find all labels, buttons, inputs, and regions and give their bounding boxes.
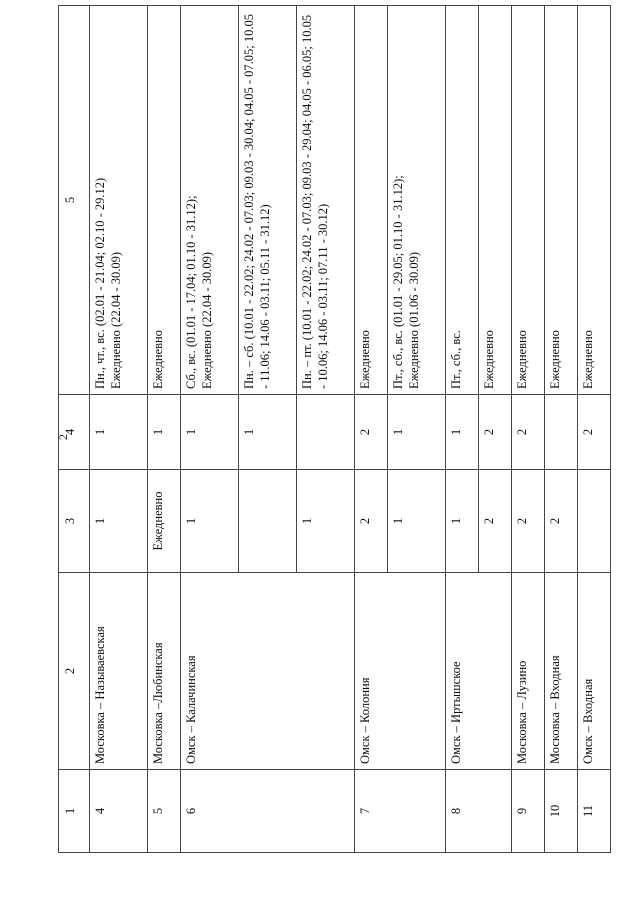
table-row xyxy=(90,6,148,853)
row-number: 9 xyxy=(512,770,545,853)
col4-cell: 1 xyxy=(148,395,181,470)
header-col-3: 3 xyxy=(59,470,90,573)
route-cell: Московка – Входная xyxy=(545,573,578,770)
header-col-5: 5 xyxy=(59,6,90,395)
col4-cell: 2 xyxy=(355,395,388,470)
route-cell: Московка – Называевская xyxy=(90,573,148,770)
col3-cell: 1 xyxy=(297,470,355,573)
col4-cell xyxy=(545,395,578,470)
schedule-cell: Пн., чт., вс. (02.01 - 21.04; 02.10 - 29.12) Ежедневно (22.04 - 30.09) xyxy=(90,6,148,395)
col4-cell xyxy=(297,395,355,470)
col3-cell xyxy=(578,470,611,573)
col4-cell: 1 xyxy=(446,395,479,470)
schedule-table xyxy=(58,5,611,853)
header-row xyxy=(59,6,90,853)
col4-cell: 2 xyxy=(578,395,611,470)
row-number: 4 xyxy=(90,770,148,853)
col3-cell: 2 xyxy=(479,470,512,573)
header-col-4: 4 xyxy=(59,395,90,470)
route-cell: Московка –Любинская xyxy=(148,573,181,770)
col3-cell xyxy=(239,470,297,573)
route-cell: Омск – Входная xyxy=(578,573,611,770)
schedule-cell: Пн. – сб. (10.01 - 22.02; 24.02 - 07.03; 09.03 - 30.04; 04.05 - 07.05; 10.05 - 11.06; 14.06 - 03.11; 05.11 - 31.12) xyxy=(239,6,297,395)
table-row xyxy=(148,6,181,853)
col4-cell: 1 xyxy=(239,395,297,470)
row-number: 6 xyxy=(181,770,355,853)
table-row xyxy=(355,6,388,853)
col3-cell: Ежедневно xyxy=(148,470,181,573)
schedule-cell: Пн. – пт. (10.01 - 22.02; 24.02 - 07.03; 09.03 - 29.04; 04.05 - 06.05; 10.05 - 10.06; 14.06 - 03.11; 07.11 - 30.12) xyxy=(297,6,355,395)
schedule-cell: Ежедневно xyxy=(355,6,388,395)
schedule-cell: Пт., сб., вс. xyxy=(446,6,479,395)
schedule-cell: Ежедневно xyxy=(578,6,611,395)
col3-cell: 1 xyxy=(181,470,239,573)
table-row xyxy=(578,6,611,853)
header-col-2: 2 xyxy=(59,573,90,770)
col4-cell: 1 xyxy=(90,395,148,470)
col4-cell: 1 xyxy=(388,395,446,470)
row-number: 8 xyxy=(446,770,512,853)
table-row xyxy=(545,6,578,853)
col3-cell: 1 xyxy=(388,470,446,573)
row-number: 5 xyxy=(148,770,181,853)
schedule-cell: Ежедневно xyxy=(479,6,512,395)
page-number: 2 xyxy=(56,434,70,440)
route-cell: Омск – Иртышское xyxy=(446,573,512,770)
col4-cell: 2 xyxy=(479,395,512,470)
schedule-cell: Ежедневно xyxy=(512,6,545,395)
schedule-cell: Ежедневно xyxy=(545,6,578,395)
col3-cell: 1 xyxy=(446,470,479,573)
col4-cell: 1 xyxy=(181,395,239,470)
route-cell: Московка – Лузино xyxy=(512,573,545,770)
col3-cell: 2 xyxy=(355,470,388,573)
col4-cell: 2 xyxy=(512,395,545,470)
header-col-1: 1 xyxy=(59,770,90,853)
schedule-cell: Пт., сб., вс. (01.01 - 29.05; 01.10 - 31.12); Ежедневно (01.06 - 30.09) xyxy=(388,6,446,395)
table-row xyxy=(181,6,239,853)
col3-cell: 2 xyxy=(512,470,545,573)
table-row xyxy=(446,6,479,853)
row-number: 7 xyxy=(355,770,446,853)
schedule-cell: Сб., вс. (01.01 - 17.04; 01.10 - 31.12); Ежедневно (22.04 - 30.09) xyxy=(181,6,239,395)
row-number: 10 xyxy=(545,770,578,853)
route-cell: Омск – Калачинская xyxy=(181,573,355,770)
col3-cell: 2 xyxy=(545,470,578,573)
table-row xyxy=(512,6,545,853)
col3-cell: 1 xyxy=(90,470,148,573)
row-number: 11 xyxy=(578,770,611,853)
route-cell: Омск – Колония xyxy=(355,573,446,770)
rotated-table-wrapper xyxy=(58,14,611,853)
schedule-cell: Ежедневно xyxy=(148,6,181,395)
